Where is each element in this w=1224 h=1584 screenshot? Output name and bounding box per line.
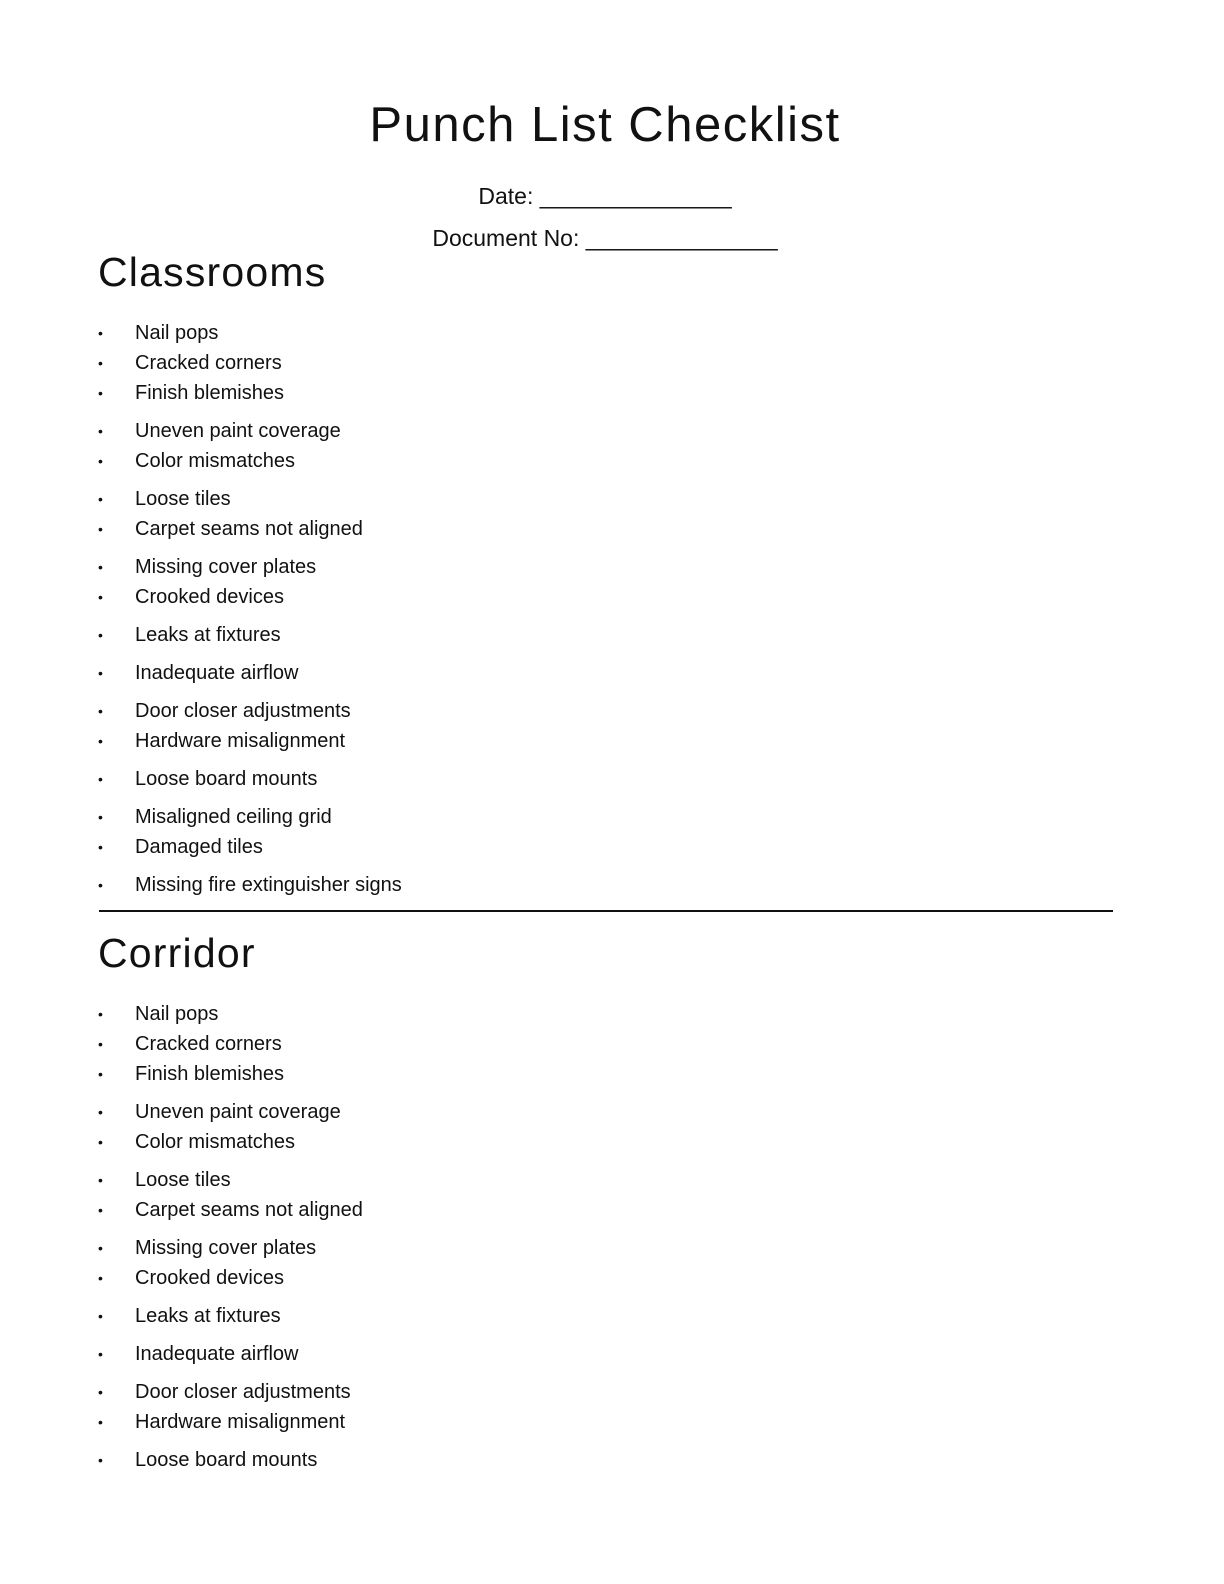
list-item-text: Color mismatches [135, 1131, 296, 1153]
list-item-text: Uneven paint coverage [135, 420, 341, 442]
bullet-icon: • [98, 521, 103, 537]
bullet-icon: • [98, 1006, 103, 1022]
list-item-text: Uneven paint coverage [135, 1101, 341, 1123]
bullet-icon: • [98, 771, 103, 787]
list-item-text: Missing cover plates [135, 556, 317, 578]
bullet-icon: • [98, 1240, 103, 1256]
section-divider [99, 910, 1113, 912]
list-item-text: Inadequate airflow [135, 662, 299, 684]
bullet-icon: • [98, 1066, 103, 1082]
date-field-line: Date: _______________ [478, 183, 732, 209]
list-item-text: Cracked corners [135, 1033, 282, 1055]
bullet-icon: • [98, 839, 103, 855]
bullet-icon: • [98, 325, 103, 341]
bullet-icon: • [98, 1270, 103, 1286]
list-item-text: Carpet seams not aligned [135, 1199, 363, 1221]
list-item-text: Leaks at fixtures [135, 1305, 281, 1327]
bullet-icon: • [98, 877, 103, 893]
list-item-text: Missing cover plates [135, 1237, 317, 1259]
list-item-text: Loose tiles [135, 1169, 231, 1191]
bullet-icon: • [98, 491, 103, 507]
list-item-text: Cracked corners [135, 352, 282, 374]
bullet-icon: • [98, 627, 103, 643]
bullet-icon: • [98, 355, 103, 371]
bullet-icon: • [98, 453, 103, 469]
list-item-text: Nail pops [135, 322, 219, 344]
bullet-icon: • [98, 1384, 103, 1400]
bullet-icon: • [98, 1036, 103, 1052]
list-item-text: Leaks at fixtures [135, 624, 281, 646]
section-heading-corridor: Corridor [98, 930, 256, 976]
bullet-icon: • [98, 1202, 103, 1218]
list-item-text: Inadequate airflow [135, 1343, 299, 1365]
list-item-text: Misaligned ceiling grid [135, 806, 332, 828]
list-item-text: Door closer adjustments [135, 700, 351, 722]
list-item-text: Crooked devices [135, 1267, 284, 1289]
bullet-icon: • [98, 589, 103, 605]
page-title: Punch List Checklist [369, 98, 841, 152]
list-item-text: Door closer adjustments [135, 1381, 351, 1403]
list-item-text: Carpet seams not aligned [135, 518, 363, 540]
bullet-icon: • [98, 733, 103, 749]
list-item-text: Loose tiles [135, 488, 231, 510]
list-item-text: Finish blemishes [135, 382, 284, 404]
list-item-text: Missing fire extinguisher signs [135, 874, 402, 896]
bullet-icon: • [98, 1104, 103, 1120]
bullet-icon: • [98, 809, 103, 825]
list-item-text: Nail pops [135, 1003, 219, 1025]
list-item-text: Loose board mounts [135, 1449, 318, 1471]
bullet-icon: • [98, 1414, 103, 1430]
list-item-text: Hardware misalignment [135, 730, 346, 752]
list-item-text: Color mismatches [135, 450, 296, 472]
list-item-text: Crooked devices [135, 586, 284, 608]
list-item-text: Loose board mounts [135, 768, 318, 790]
bullet-icon: • [98, 1452, 103, 1468]
bullet-icon: • [98, 1308, 103, 1324]
document-number-field-line: Document No: _______________ [432, 225, 778, 251]
bullet-icon: • [98, 665, 103, 681]
bullet-icon: • [98, 423, 103, 439]
list-item-text: Finish blemishes [135, 1063, 284, 1085]
bullet-icon: • [98, 1346, 103, 1362]
bullet-icon: • [98, 1134, 103, 1150]
bullet-icon: • [98, 1172, 103, 1188]
list-item-text: Hardware misalignment [135, 1411, 346, 1433]
bullet-icon: • [98, 559, 103, 575]
section-heading-classrooms: Classrooms [98, 249, 327, 295]
list-item-text: Damaged tiles [135, 836, 263, 858]
bullet-icon: • [98, 703, 103, 719]
bullet-icon: • [98, 385, 103, 401]
